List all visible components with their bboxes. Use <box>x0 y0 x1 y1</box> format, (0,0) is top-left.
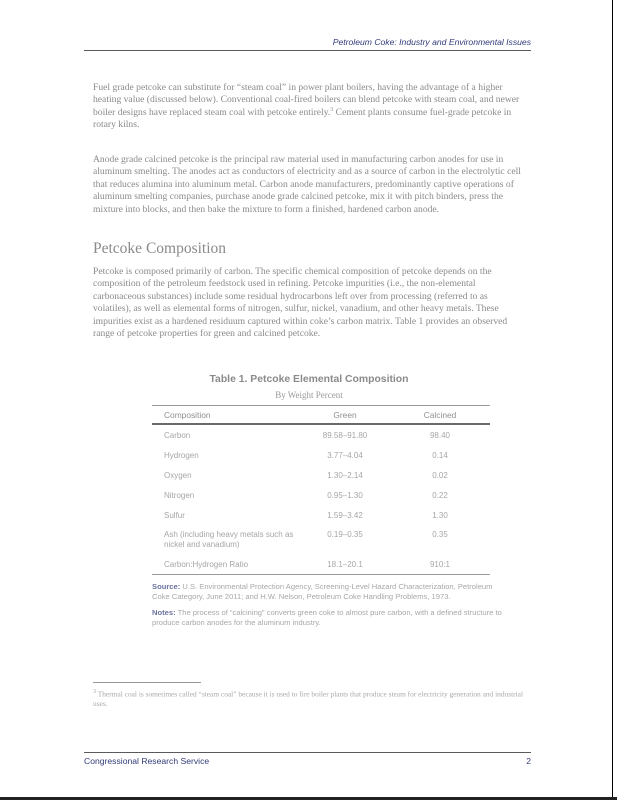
page-number: 2 <box>526 756 531 766</box>
table-header-calcined: Calcined <box>423 410 457 420</box>
notes-text: The process of “calcining” converts green coke to almost pure carbon, with a defined structure to produce carbon anodes for the aluminum industry. <box>152 608 502 627</box>
table-cell-green: 3.77–4.04 <box>327 451 363 460</box>
table-cell-calcined: 1.30 <box>432 511 448 520</box>
table-cell-composition: Oxygen <box>164 471 192 480</box>
footnote-reference[interactable]: 3 <box>330 106 334 113</box>
table-cell-calcined: 910:1 <box>429 560 451 569</box>
paragraph-anode-grade: Anode grade calcined petcoke is the principal raw material used in manufacturing carbon anodes for use in aluminum smelting. The anodes act as conductors of electricity and as a source of carbon in the electrolytic cell that reduces alumina into aluminum metal. Carbon anode manufacturers, predominantly captive operations of aluminum smelting companies, purchase anode grade calcined petcoke, mix it with pitch binders, press the mixture into blocks, and then bake the mixture to form a finished, hardened carbon anode. <box>93 154 521 215</box>
table-source-note <box>152 582 512 602</box>
table-cell-calcined: 0.35 <box>432 530 448 539</box>
table-top-rule <box>152 405 490 406</box>
table-cell-calcined: 0.14 <box>432 451 448 460</box>
table-cell-green: 89.58–91.80 <box>322 431 368 440</box>
table-cell-calcined: 0.22 <box>432 491 448 500</box>
table-cell-green: 0.95–1.30 <box>327 491 363 500</box>
table-cell-composition: Carbon:Hydrogen Ratio <box>164 560 249 569</box>
footer-publisher: Congressional Research Service <box>84 756 210 766</box>
table-cell-green: 18.1–20.1 <box>327 560 363 569</box>
source-text: U.S. Environmental Protection Agency, Screening-Level Hazard Characterization, Petroleum Coke Category, June 2011; and H.W. Nelson, Petroleum Coke Handling Problems, 1973. <box>152 582 493 601</box>
header-rule <box>84 50 531 51</box>
table-cell-composition: Carbon <box>164 431 191 440</box>
table-cell-calcined: 0.02 <box>432 471 448 480</box>
paragraph-fuel-grade-text: Fuel grade petcoke can substitute for “steam coal” in power plant boilers, having the advantage of a higher heating value (discussed below). Conventional coal-fired boilers can blend petcoke with steam coal, and newer boiler designs have replaced steam coal with petcoke entirely. <box>93 82 520 118</box>
footnote <box>93 687 525 709</box>
table-cell-composition: Hydrogen <box>164 451 199 460</box>
section-heading: Petcoke Composition <box>93 240 227 257</box>
table-cell-composition: Ash (including heavy metals such as nickel and vanadium) <box>164 530 294 549</box>
table-cell-green: 1.30–2.14 <box>327 471 363 480</box>
table-cell-composition: Nitrogen <box>164 491 195 500</box>
table-subtitle: By Weight Percent <box>275 390 343 400</box>
footnote-number: 3 <box>93 689 97 695</box>
notes-label: Notes: <box>152 608 176 617</box>
footer-rule <box>84 752 531 753</box>
source-label: Source: <box>152 582 181 591</box>
table-title: Table 1. Petcoke Elemental Composition <box>209 374 409 385</box>
footnote-text: Thermal coal is sometimes called “steam coal” because it is used to fire boiler plants that produce steam for electricity generation and industrial uses. <box>93 689 524 709</box>
page-edge-right <box>612 0 613 800</box>
table-bottom-rule <box>152 574 490 575</box>
table-notes <box>152 608 512 628</box>
table-cell-green: 0.19–0.35 <box>327 530 363 539</box>
table-cell-calcined: 98.40 <box>429 431 451 440</box>
paragraph-fuel-grade-tail: Cement plants consume fuel-grade petcoke in rotary kilns. <box>93 106 512 131</box>
footnote-rule <box>93 682 201 683</box>
table-cell-composition: Sulfur <box>164 511 185 520</box>
table-header-composition: Composition <box>164 410 211 420</box>
running-header-title: Petroleum Coke: Industry and Environmental Issues <box>332 37 531 47</box>
paragraph-fuel-grade <box>93 82 525 132</box>
table-header-rule <box>152 423 490 425</box>
paragraph-composition: Petcoke is composed primarily of carbon. The specific chemical composition of petcoke depends on the composition of the petroleum feedstock used in refining. Petcoke impurities (i.e., the non-elemental carbonaceous substances) include some residual hydrocarbons left over from processing (referred to as volatiles), as well as elemental forms of nitrogen, sulfur, nickel, vanadium, and other heavy metals. These impurities exist as a hardened residuum captured within coke’s carbon matrix. Table 1 provides an observed range of petcoke properties for green and calcined petcoke. <box>93 266 508 340</box>
table-cell-green: 1.59–3.42 <box>327 511 363 520</box>
table-header-green: Green <box>333 410 357 420</box>
